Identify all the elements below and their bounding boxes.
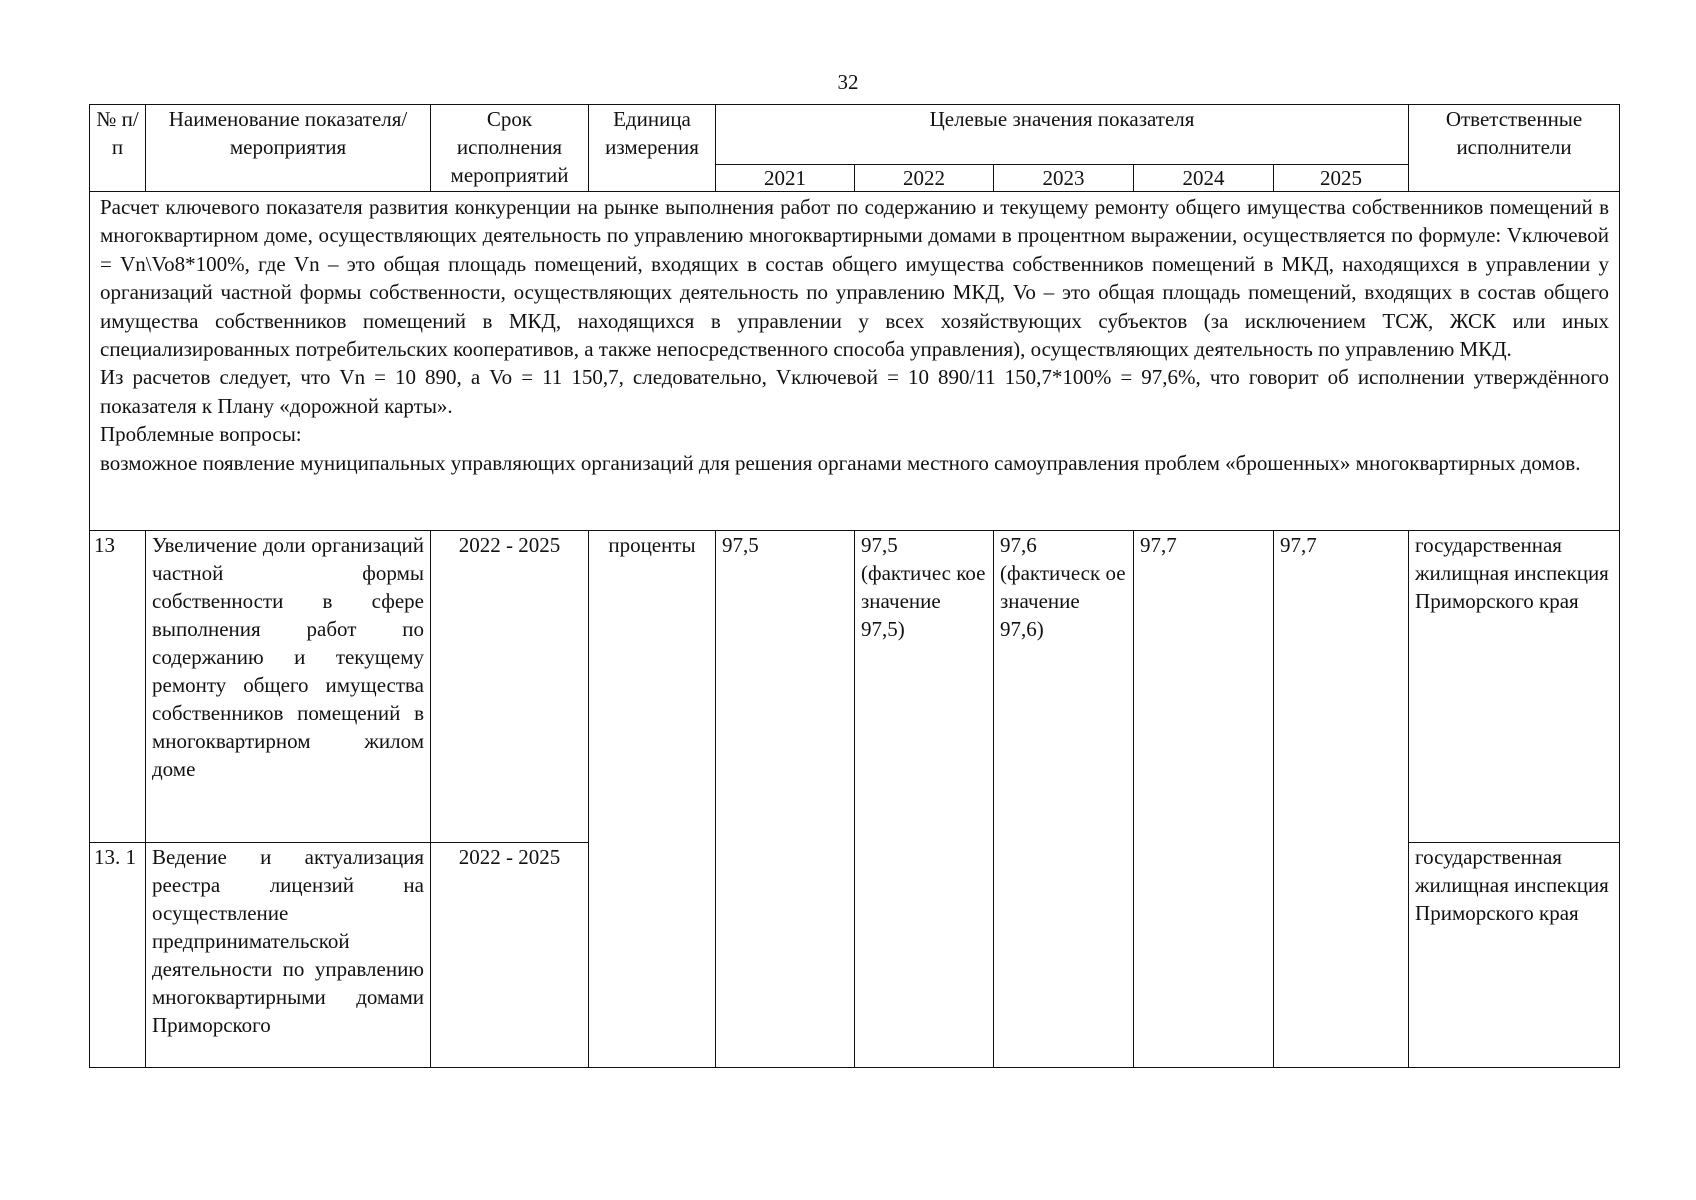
row-13-value-2022: 97,5 (фактичес кое значение 97,5) [855, 531, 994, 1068]
row-13-num: 13 [90, 531, 146, 843]
header-term: Срок исполнения мероприятий [431, 105, 589, 192]
header-target: Целевые значения показателя [716, 105, 1409, 165]
header-name: Наименование показателя/мероприятия [146, 105, 431, 192]
header-year-2025: 2025 [1274, 165, 1409, 192]
page-number: 32 [837, 70, 859, 94]
row-13-responsible: государственная жилищная инспекция Приморского края [1409, 531, 1620, 843]
problems-text: возможное появление муниципальных управляющих организаций для решения органами местного самоуправления проблем «брошенных» многоквартирных домов. [100, 450, 1581, 475]
header-year-2022: 2022 [855, 165, 994, 192]
row-13-1-responsible: государственная жилищная инспекция Приморского края [1409, 843, 1620, 1068]
row-13-value-2021: 97,5 [716, 531, 855, 1068]
row-13-unit: проценты [589, 531, 716, 1068]
header-year-2024: 2024 [1134, 165, 1274, 192]
description-paragraph-1: Расчет ключевого показателя развития конкуренции на рынке выполнения работ по содержанию и текущему ремонту общего имущества собственников помещений в многоквартирном доме, осуществляющих деятельность по управлению многоквартирными домами в процентном выражении, осуществляется по формуле: Vключевой = Vn\Vo8*100%, где Vn – это общая площадь помещений, входящих в состав общего имущества собственников помещений в МКД, находящихся в управлении у организаций частной формы собственности, осуществляющих деятельность по управлению МКД, Vo – это общая площадь помещений, входящих в состав общего имущества собственников помещений в МКД, находящихся в управлении у всех хозяйствующих субъектов (за исключением ТСЖ, ЖСК или иных специализированных потребительских кооперативов, а также непосредственного способа управления), осуществляющих деятельность по управлению МКД. [100, 195, 1610, 362]
row-13-1-name: Ведение и актуализация реестра лицензий на осуществление предпринимательской деятельности по управлению многоквартирными домами Приморского [146, 843, 431, 1068]
row-13-value-2024: 97,7 [1134, 531, 1274, 1068]
description-paragraph-2: Из расчетов следует, что Vn = 10 890, а Vo = 11 150,7, следовательно, Vключевой = 10 890/11 150,7*100% = 97,6%, что говорит об исполнении утверждённого показателя к Плану «дорожной карты». [100, 365, 1610, 418]
row-13-1-term: 2022 - 2025 [431, 843, 589, 1068]
indicators-table [89, 104, 1620, 1068]
header-responsible: Ответственные исполнители [1409, 105, 1620, 192]
header-year-2023: 2023 [994, 165, 1134, 192]
header-unit: Единица измерения [589, 105, 716, 192]
description-cell [90, 192, 1620, 531]
problems-title: Проблемные вопросы: [100, 422, 302, 447]
row-13-name: Увеличение доли организаций частной формы собственности в сфере выполнения работ по содержанию и текущему ремонту общего имущества собственников помещений в многоквартирном жилом доме [146, 531, 431, 843]
header-num: № п/п [90, 105, 146, 192]
row-13-1-num: 13. 1 [90, 843, 146, 1068]
row-13-term: 2022 - 2025 [431, 531, 589, 843]
row-13-value-2023: 97,6 (фактическ ое значение 97,6) [994, 531, 1134, 1068]
row-13-value-2025: 97,7 [1274, 531, 1409, 1068]
header-year-2021: 2021 [716, 165, 855, 192]
